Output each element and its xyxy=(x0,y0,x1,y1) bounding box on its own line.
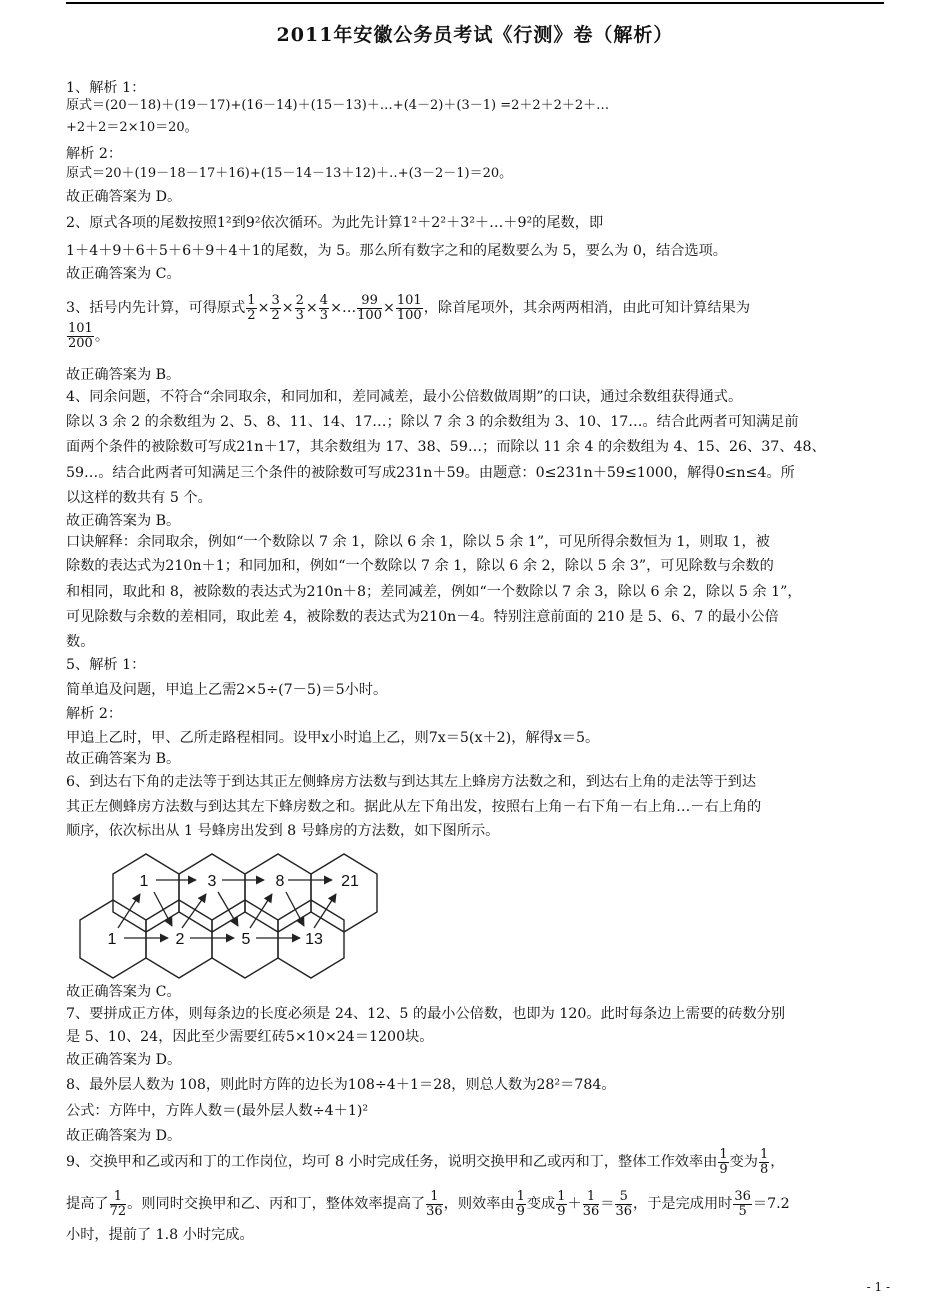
q7-line: 是 5、10、24，因此至少需要红砖5×10×24＝1200块。 xyxy=(66,1029,434,1045)
q9-line: 9、交换甲和乙或丙和丁的工作岗位，均可 8 小时完成任务，说明交换甲和乙或丙和丁，整体工作效率由 $\frac{1}{9}$ 变为 $\frac{1}{8}$ ， xyxy=(66,1146,785,1177)
arrow xyxy=(218,892,238,926)
fraction: $\frac{1}{8}$ xyxy=(760,1146,769,1177)
q8-line: 8、最外层人数为 108，则此时方阵的边长为108÷4＋1＝28，则总人数为28²＝784。 xyxy=(66,1077,616,1093)
q5-line: 甲追上乙时，甲、乙所走路程相同。设甲x小时追上乙，则7x＝5(x＋2)，解得x＝5。 xyxy=(66,730,600,746)
arrow xyxy=(118,894,140,928)
q1-line: 原式＝(20－18)＋(19－17)+(16－14)＋(15－13)＋…+(4－2)＋(3－1) =2＋2＋2＋2＋… xyxy=(66,98,610,113)
q6-line: 6、到达右下角的走法等于到达其正左侧蜂房方法数与到达其左上蜂房方法数之和，到达右上角的走法等于到达 xyxy=(66,774,757,790)
q1-answer: 故正确答案为 D。 xyxy=(66,189,182,205)
q5-line: 解析 2： xyxy=(66,706,123,722)
q1-line: 解析 2： xyxy=(66,146,123,162)
arrow xyxy=(250,894,272,928)
cell-count-bottom-2: 2 xyxy=(175,931,185,948)
fraction: $\frac{1}{36}$ xyxy=(582,1188,600,1219)
arrow xyxy=(314,894,336,928)
q7-answer: 故正确答案为 D。 xyxy=(66,1052,182,1068)
q4-line: 口诀解释：余同取余，例如“一个数除以 7 余 1，除以 6 余 1，除以 5 余 1”，可见所得余数恒为 1，则取 1，被 xyxy=(66,534,770,550)
fraction: $\frac{5}{36}$ xyxy=(615,1188,633,1219)
q2-line: 2、原式各项的尾数按照1²到9²依次循环。为此先计算1²＋2²＋3²＋…＋9²的尾数，即 xyxy=(66,215,604,231)
q8-answer: 故正确答案为 D。 xyxy=(66,1128,182,1144)
page-number: - 1 - xyxy=(866,1280,890,1294)
q4-line: 数。 xyxy=(66,634,95,650)
fraction: $\frac{1}{72}$ xyxy=(109,1188,127,1219)
q1-line: 1、解析 1： xyxy=(66,80,146,96)
q4-line: 除数的表达式为210n＋1；和同加和，例如“一个数除以 7 余 1，除以 6 余 2，除以 5 余 3”，可见除数与余数的 xyxy=(66,558,774,574)
q3-result: $\frac{101}{200}$ 。 xyxy=(68,321,110,351)
fraction: $\frac{2}{3}$ xyxy=(295,292,304,323)
fraction: $\frac{1}{9}$ xyxy=(719,1146,728,1177)
q9-line: 提高了 $\frac{1}{72}$ 。则同时交换甲和乙、丙和丁，整体效率提高了 $\frac{1}{36}$ ，则效率由 $\frac{1}{9}$ 变成 $\frac{1}{9}$ ＋ $\frac{1}{36}$ ＝ $\frac{5}{36}$ ，于是完成用时 $\frac{36}{5}$ ＝7.2 xyxy=(66,1188,790,1219)
q5-line: 5、解析 1： xyxy=(66,657,146,673)
fraction: $\frac{101}{100}$ xyxy=(396,292,422,323)
fraction: $\frac{1}{9}$ xyxy=(516,1188,525,1219)
fraction: $\frac{101}{200}$ xyxy=(68,321,93,351)
q5-line: 简单追及问题，甲追上乙需2×5÷(7－5)＝5小时。 xyxy=(66,682,388,698)
fraction: $\frac{3}{2}$ xyxy=(271,292,280,323)
q7-line: 7、要拼成正方体，则每条边的长度必须是 24、12、5 的最小公倍数，也即为 120。此时每条边上需要的砖数分别 xyxy=(66,1006,786,1022)
fraction: $\frac{1}{36}$ xyxy=(426,1188,443,1219)
q6-answer: 故正确答案为 C。 xyxy=(66,984,181,1000)
q8-formula: 公式：方阵中，方阵人数＝(最外层人数÷4＋1)² xyxy=(66,1103,369,1119)
q9-line: 小时，提前了 1.8 小时完成。 xyxy=(66,1227,254,1243)
q2-answer: 故正确答案为 C。 xyxy=(66,266,181,282)
honeycomb-diagram xyxy=(74,842,394,982)
q3-answer: 故正确答案为 B。 xyxy=(66,367,181,383)
q1-line: +2＋2＝2×10＝20。 xyxy=(66,120,198,135)
q4-line: 59…。结合此两者可知满足三个条件的被除数可写成231n＋59。由题意：0≤231n＋59≤1000，解得0≤n≤4。所 xyxy=(66,465,795,481)
fraction: $\frac{4}{3}$ xyxy=(319,292,329,323)
q2-line: 1＋4＋9＋6＋5＋6＋9＋4＋1的尾数，为 5。那么所有数字之和的尾数要么为 5，要么为 0，结合选项。 xyxy=(66,243,727,259)
q1-line: 原式＝20＋(19－18－17＋16)+(15－14－13＋12)＋‥+(3－2－1)＝20。 xyxy=(66,166,513,181)
q5-answer: 故正确答案为 B。 xyxy=(66,751,181,767)
q6-line: 顺序，依次标出从 1 号蜂房出发到 8 号蜂房的方法数，如下图所示。 xyxy=(66,823,500,839)
cell-count-bottom-3: 5 xyxy=(241,931,251,948)
page-title: 2011年安徽公务员考试《行测》卷（解析） xyxy=(276,24,674,46)
q4-line: 以这样的数共有 5 个。 xyxy=(66,490,212,506)
q4-line: 和相同，取此和 8，被除数的表达式为210n＋8；差同减差，例如“一个数除以 7 余 3，除以 6 余 2，除以 5 余 1”， xyxy=(66,584,802,600)
top-rule xyxy=(66,2,884,4)
cell-count-bottom-4: 13 xyxy=(305,931,323,948)
fraction: $\frac{99}{100}$ xyxy=(357,292,382,323)
cell-count-top-3: 8 xyxy=(275,873,285,890)
q3-prefix: 3、括号内先计算，可得原式 xyxy=(66,300,246,316)
q4-answer: 故正确答案为 B。 xyxy=(66,513,181,529)
fraction: $\frac{36}{5}$ xyxy=(734,1188,751,1219)
fraction: $\frac{1}{9}$ xyxy=(557,1188,566,1219)
cell-count-bottom-1: 1 xyxy=(107,931,117,948)
q4-line: 4、同余问题，不符合“余同取余，和同加和，差同减差，最小公倍数做周期”的口诀，通过余数组获得通式。 xyxy=(66,389,743,405)
q3-suffix: ，除首尾项外，其余两两相消，由此可知计算结果为 xyxy=(423,300,751,316)
fraction: $\frac{1}{2}$ xyxy=(247,292,256,323)
cell-count-top-1: 1 xyxy=(139,873,149,890)
q4-line: 面两个条件的被除数可写成21n＋17，其余数组为 17、38、59…；而除以 11 余 4 的余数组为 4、15、26、37、48、 xyxy=(66,439,826,455)
cell-count-top-4: 21 xyxy=(341,873,359,890)
q4-line: 除以 3 余 2 的余数组为 2、5、8、11、14、17…；除以 7 余 3 的余数组为 3、10、17…。结合此两者可知满足前 xyxy=(66,414,799,430)
cell-count-top-2: 3 xyxy=(207,873,217,890)
q3-line: 3、括号内先计算，可得原式 $\frac{1}{2}$ × $\frac{3}{2}$ × $\frac{2}{3}$ × $\frac{4}{3}$ ×… $\frac{99}{100}$ × $\frac{101}{100}$ ，除首尾项外，其余两两相消，由此可知计算结果为 xyxy=(66,292,751,323)
q4-line: 可见除数与余数的差相同，取此差 4，被除数的表达式为210n－4。特别注意前面的 210 是 5、6、7 的最小公倍 xyxy=(66,609,779,625)
q6-line: 其正左侧蜂房方法数与到达其左下蜂房数之和。据此从左下角出发，按照右上角－右下角－右上角…－右上角的 xyxy=(66,799,762,815)
arrow xyxy=(182,894,206,928)
